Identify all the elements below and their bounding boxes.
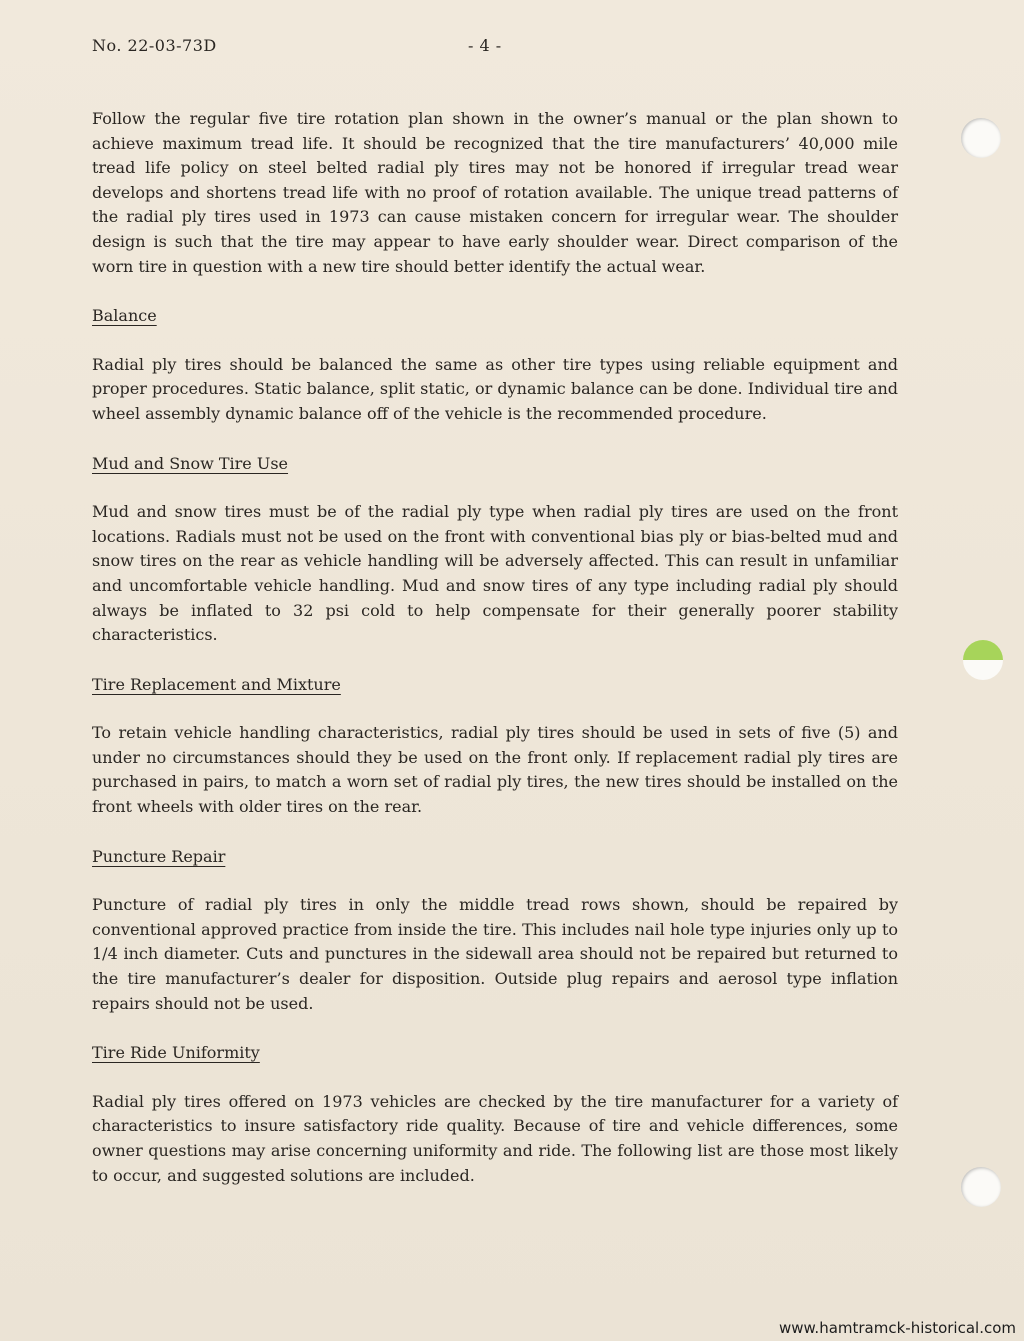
section-heading-uniformity: Tire Ride Uniformity	[92, 1043, 260, 1063]
website-watermark: www.hamtramck-historical.com	[779, 1319, 1016, 1337]
section-heading-mud-snow: Mud and Snow Tire Use	[92, 453, 289, 473]
section-heading-puncture: Puncture Repair	[92, 846, 226, 866]
binder-hole-top	[961, 118, 1001, 158]
intro-paragraph: Follow the regular five tire rotation plan shown in the owner’s manual or the plan shown to achieve maximum tread life. It should be recognized that the tire manufacturers’ 40,000 mile tread life policy on steel belted radial ply tires may not be honored if irregular tread wear develops and shortens tread life with no proof of rotation available. The unique tread patterns of the radial ply tires used in 1973 can cause mistaken concern for irregular wear. The shoulder design is such that the tire may appear to have early shoulder wear. Direct comparison of the worn tire in question with a new tire should better identify the actual wear.	[92, 109, 898, 276]
section-text-balance: Radial ply tires should be balanced the same as other tire types using reliable equipment and proper procedures. Static balance, split static, or dynamic balance can be done. Individual tire and wheel assembly dynamic balance off of the vehicle is the recommended procedure.	[92, 354, 898, 423]
section-text-mud-snow: Mud and snow tires must be of the radial ply type when radial ply tires are used on the front locations. Radials must not be used on the front with conventional bias ply or bias-belted mud and snow tires on the rear as vehicle handling will be adversely affected. This can result in unfamiliar and uncomfortable vehicle handling. Mud and snow tires of any type including radial ply should always be inflated to 32 psi cold to help compensate for their generally poorer stability characteristics.	[92, 502, 898, 645]
index-tab-marker	[963, 640, 1003, 680]
document-number: No. 22-03-73D	[92, 36, 217, 55]
section-text-uniformity: Radial ply tires offered on 1973 vehicles are checked by the tire manufacturer for a variety of characteristics to insure satisfactory ride quality. Because of tire and vehicle differences, some owner questions may arise concerning uniformity and ride. The following list are those most likely to occur, and suggested solutions are included.	[92, 1091, 898, 1185]
section-heading-balance: Balance	[92, 306, 157, 326]
page-number: - 4 -	[468, 36, 502, 55]
section-heading-replacement: Tire Replacement and Mixture	[92, 674, 341, 694]
binder-hole-bottom	[961, 1167, 1001, 1207]
section-text-puncture: Puncture of radial ply tires in only the middle tread rows shown, should be repaired by conventional approved practice from inside the tire. This includes nail hole type injuries only up to 1/4 inch diameter. Cuts and punctures in the sidewall area should not be repaired but returned to the tire manufacturer’s dealer for disposition. Outside plug repairs and aerosol type inflation repairs should not be used.	[92, 895, 898, 1013]
document-body	[92, 107, 898, 1188]
section-text-replacement: To retain vehicle handling characteristics, radial ply tires should be used in sets of five (5) and under no circumstances should they be used on the front only. If replacement radial ply tires are purchased in pairs, to match a worn set of radial ply tires, the new tires should be installed on the front wheels with older tires on the rear.	[92, 723, 898, 817]
